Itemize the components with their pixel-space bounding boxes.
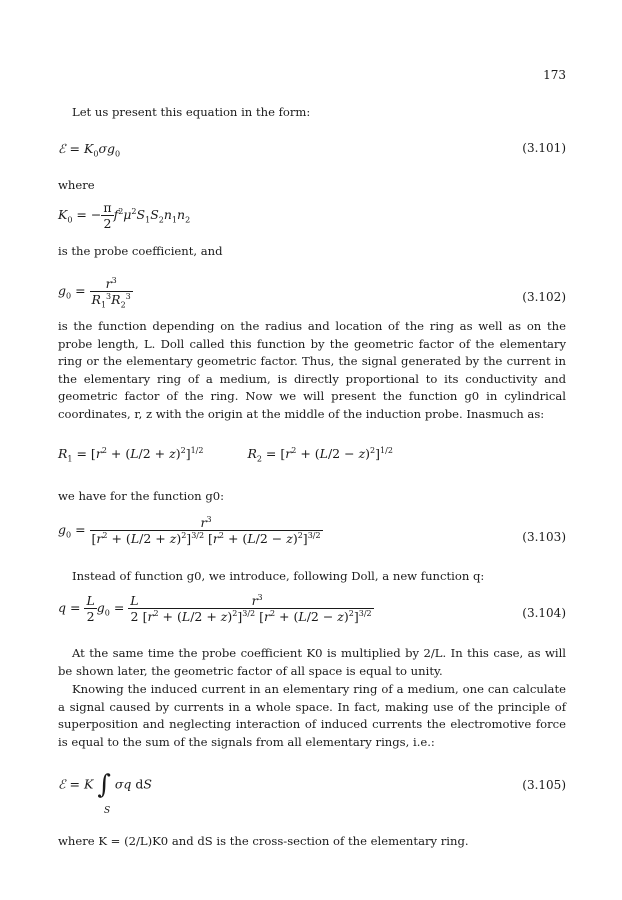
- paragraph-probe-coefficient: At the same time the probe coefficient K0 is multiplied by 2/L. In this case, as will be shown later, the geometric factor of all space is equal to unity.: [58, 646, 566, 678]
- where-final-text: where K = (2/L)K0 and dS is the cross-section of the elementary ring.: [58, 834, 469, 848]
- equation-label-3-102: (3.102): [522, 290, 566, 304]
- we-have-text: we have for the function g0:: [58, 489, 225, 503]
- where-text: where: [58, 178, 95, 192]
- equation-3-102: $g_0$ = $\frac{r^3}{R_1^3R_2^3}$: [58, 275, 131, 310]
- integral-domain-s: S: [104, 806, 111, 816]
- instead-text: Instead of function g0, we introduce, following Doll, a new function q:: [72, 569, 485, 583]
- probe-coefficient-text: is the probe coefficient, and: [58, 244, 223, 258]
- equation-label-3-101: (3.101): [522, 141, 566, 155]
- equation-r1-r2-definition: $R_1 = [r^2 + (L/2 + z)^2]^{1/2}$ $R_2 = [r^2 + (L/2 - z)^2]^{1/2}$: [58, 445, 393, 464]
- paragraph-geometric-factor: is the function depending on the radius and location of the ring as well as on the probe length, L. Doll called this function by the geometric factor of the elementary ring or the elementary geometric factor. Thus, the signal generated by the current in the elementary ring of a medium, is directly proportional to its conductivity and geometric factor of the ring. Now we will present the function g0 in cylindrical coordinates, r, z with the origin at the middle of the induction probe. Inasmuch as:: [58, 319, 566, 421]
- equation-label-3-104: (3.104): [522, 606, 566, 620]
- equation-3-101: ℰ = $K_0\sigma g_0$: [58, 141, 121, 159]
- equation-label-3-105: (3.105): [522, 778, 566, 792]
- paragraph-superposition: Knowing the induced current in an elementary ring of a medium, one can calculate a signal caused by currents in a whole space. In fact, making use of the principle of superposition and neglecting interaction of induced currents the electromotive force is equal to the sum of the signals from all elementary rings, i.e.:: [58, 682, 566, 749]
- equation-3-105: ℰ = K ∫ σq dS: [58, 770, 152, 800]
- equation-label-3-103: (3.103): [522, 530, 566, 544]
- equation-3-103: $g_0$ = $\frac{r^3}{[r^2 + (L/2 + z)^2]^{3/2} [r^2 + (L/2 - z)^2]^{3/2}}$: [58, 514, 321, 546]
- equation-k0-definition: $K_0$ = − $\frac{\pi}{2}$ $f^2\mu^2S_1S_2n_1n_2$: [58, 200, 191, 231]
- intro-line: Let us present this equation in the form:: [72, 105, 311, 119]
- equation-3-104: q = $\frac{L}{2}$ $g_0$ = $\frac{L}{2}$ $\frac{r^3}{[r^2 + (L/2 + z)^2]^{3/2} [r^2 + (L/2 - z)^2]^{3/2}}$: [58, 592, 372, 624]
- page-number: 173: [543, 68, 566, 82]
